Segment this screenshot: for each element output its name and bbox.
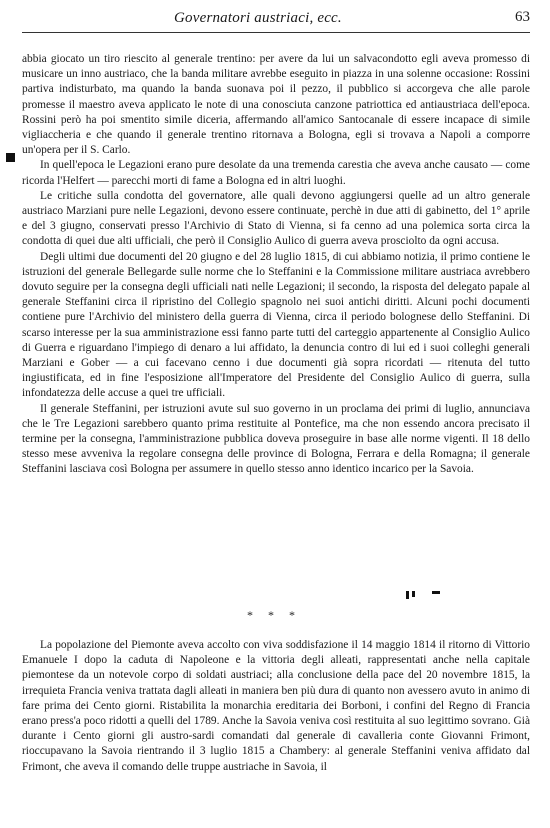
main-text: [22, 52, 530, 478]
paragraph: In quell'epoca le Legazioni erano pure desolate da una tremenda carestia che aveva anche causato — come ricorda l'Helfert — parecchi morti di fame a Bologna ed in altri luoghi.: [22, 159, 530, 187]
scan-artifact: [432, 591, 440, 594]
paragraph: abbia giocato un tiro riescito al generale trentino: per avere da lui un salvacondotto egli aveva promesso di musicare un inno austriaco, che la banda militare avrebbe eseguito in piazza in una solenne occasione: Rossini partiva indisturbato, ma quando la banda suonava poi il pezzo, il pubblico si accorgeva che alle parole promesse il maestro aveva applicato le note di una conosciuta canzone patriottica ed antiaustriaca dell'epoca. Rossini però ha poi smentito simile diceria, affermando all'amico Santocanale di essere incapace di simile vigliaccheria e che quando il generale trentino ritornava a Bologna, egli si trovava a Napoli a comporre un'opera per il S. Carlo.: [22, 53, 530, 157]
running-title: Governatori austriaci, ecc.: [174, 10, 342, 26]
margin-mark: [6, 153, 15, 162]
page-number: 63: [515, 9, 530, 25]
scan-artifact: [412, 591, 415, 597]
section-two-text: [22, 638, 530, 775]
paragraph: Degli ultimi due documenti del 20 giugno e del 28 luglio 1815, di cui abbiamo notizia, il primo contiene le istruzioni del generale Bellegarde sulle norme che lo Steffanini e la Commissione militare austriaca avrebbero dovuto seguire per la consegna degli ufficiali nati nelle Legazioni; il secondo, la risposta del delegato papale al generale Steffanini circa il ripristino del Collegio spagnolo nei suoi antichi diritti. Alcuni pochi documenti contiene pure l'Archivio del ministero della guerra di Vienna, circa il periodo bolognese dello Steffanini. Di scarso interesse per la sua amministrazione essi fanno parte tutti del carteggio appartenente al Consiglio Aulico di Guerra e riguardano l'impiego di denaro a lui affidato, la denuncia contro di lui ed i suoi colleghi generali Marziani e Gober — a cui facevano cenno i due documenti già sopra ricordati — ritenuta del tutto ingiustificata, ed in fine l'esposizione all'Imperatore del Presidente del Consiglio Aulico di guerra, sulla infondatezza delle accuse a quei tre ufficiali.: [22, 250, 530, 400]
paragraph: Il generale Steffanini, per istruzioni avute sul suo governo in un proclama dei primi di luglio, annunciava che le Tre Legazioni sarebbero quanto prima restituite al Pontefice, ma che non essendo ancora precisato il termine per la consegna, l'amministrazione pubblica doveva proseguire in base alle norme vigenti. Il 18 dello stesso mese avveniva la regolare consegna delle province di Bologna, Ferrara e della Romagna; il generale Steffanini lasciava così Bologna per assumere in quello stesso anno identico incarico per la Savoia.: [22, 402, 530, 476]
paragraph: La popolazione del Piemonte aveva accolto con viva soddisfazione il 14 maggio 1814 il ritorno di Vittorio Emanuele I dopo la caduta di Napoleone e la vittoria degli alleati, rappresentati anche nella capitale piemontese da un notevole corpo di soldati austriaci; alla conclusione della pace del 20 novembre 1815, la irrequieta Francia veniva trattata dagli alleati in maniera ben più dura di quanto non avessero avuto in animo di fare prima dei Cento giorni. Ristabilita la monarchia ereditaria dei Borboni, i confini del Regno di Francia erano press'a poco ridotti a quelli del 1789. Anche la Savoia veniva così restituita al suo legittimo sovrano. Già durante i Cento giorni gli austro-sardi comandati dal generale di cavalleria conte Giovanni Frimont, rioccupavano la Savoia rientrando il 3 luglio 1815 a Chambery: al generale Steffanini veniva affidato dal Frimont, che aveva il comando delle truppe austriache in Savoia, il: [22, 639, 530, 773]
paragraph: Le critiche sulla condotta del governatore, alle quali devono aggiungersi quelle ad un altro generale austriaco Marziani pure nelle Legazioni, devono essere continuate, perchè in due atti di gabinetto, del 1° aprile e del 3 giugno, conservati presso l'Archivio di Stato di Vienna, si fa cenno ad una polemica sorta circa la condotta di quei due alti ufficiali, che però il Consiglio Aulico di guerra aveva prosciolto da ogni accusa.: [22, 189, 530, 248]
section-separator: * * *: [247, 608, 301, 622]
scan-artifact: [406, 591, 409, 599]
running-header: [22, 4, 530, 33]
